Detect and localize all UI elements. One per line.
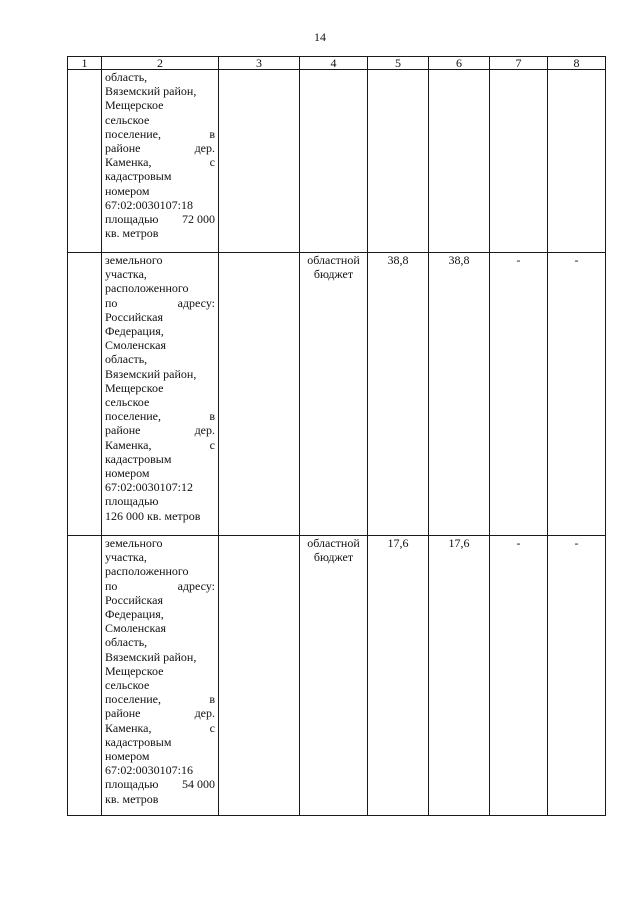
description-line: сельское: [105, 395, 150, 410]
description-word: дер.: [194, 141, 215, 156]
description-line: Мещерское: [105, 98, 164, 113]
col-header-8: 8: [548, 57, 606, 70]
description-line: кадастровым: [105, 734, 172, 749]
description-line: [105, 155, 215, 169]
description-line: Федерация,: [105, 607, 164, 622]
col-header-5: 5: [368, 57, 429, 70]
description-word: с: [209, 437, 215, 452]
description-line: 126 000 кв. метров: [105, 508, 201, 523]
description-line: сельское: [105, 112, 150, 127]
description-word: дер.: [194, 706, 215, 721]
description-line: Мещерское: [105, 663, 164, 678]
value-cell-5: 17,6: [368, 536, 429, 816]
description-line: расположенного: [105, 564, 189, 579]
description-word: площадью: [105, 212, 159, 227]
description-word: по: [105, 578, 118, 593]
description-line: Вяземский район,: [105, 649, 197, 664]
description-line: область,: [105, 635, 148, 650]
table-row: [68, 70, 606, 253]
description-word: поселение,: [105, 692, 162, 707]
description-line: Мещерское: [105, 380, 164, 395]
col-header-7: 7: [490, 57, 548, 70]
col-header-4: 4: [300, 57, 368, 70]
description-line: [105, 777, 215, 791]
description-cell: [102, 253, 219, 536]
description-word: Каменка,: [105, 155, 152, 170]
col-header-1: 1: [68, 57, 102, 70]
description-line: Федерация,: [105, 324, 164, 339]
description-line: Российская: [105, 309, 163, 324]
description-line: номером: [105, 466, 150, 481]
description-word: поселение,: [105, 126, 162, 141]
budget-table: [67, 56, 606, 816]
empty-cell: [219, 70, 300, 253]
value-cell-8: [548, 70, 606, 253]
description-line: [105, 423, 215, 437]
funding-source-cell: областной бюджет: [300, 253, 368, 536]
row-number-cell: [68, 253, 102, 536]
value-cell-7: -: [490, 253, 548, 536]
description-line: кадастровым: [105, 169, 172, 184]
description-word: с: [209, 720, 215, 735]
value-cell-6: 17,6: [429, 536, 490, 816]
description-line: [105, 127, 215, 141]
description-word: 72 000: [182, 212, 215, 227]
table-row: [68, 536, 606, 816]
description-cell: [102, 70, 219, 253]
value-cell-8: -: [548, 253, 606, 536]
value-cell-7: [490, 70, 548, 253]
value-cell-5: 38,8: [368, 253, 429, 536]
value-cell-7: -: [490, 536, 548, 816]
description-line: [105, 579, 215, 593]
col-header-6: 6: [429, 57, 490, 70]
value-cell-5: [368, 70, 429, 253]
page-number: 14: [314, 30, 326, 44]
description-line: [105, 409, 215, 423]
description-line: [105, 212, 215, 226]
description-word: Каменка,: [105, 720, 152, 735]
row-number-cell: [68, 70, 102, 253]
description-word: в: [209, 126, 215, 141]
description-word: адресу:: [177, 295, 215, 310]
description-line: участка,: [105, 267, 147, 282]
funding-source-cell: [300, 70, 368, 253]
value-cell-8: -: [548, 536, 606, 816]
col-header-2: 2: [102, 57, 219, 70]
empty-cell: [219, 253, 300, 536]
description-word: 54 000: [182, 777, 215, 792]
description-word: в: [209, 692, 215, 707]
description-line: земельного: [105, 536, 163, 550]
description-word: поселение,: [105, 409, 162, 424]
row-number-cell: [68, 536, 102, 816]
description-cell: [102, 536, 219, 816]
description-line: 67:02:0030107:16: [105, 763, 194, 778]
empty-cell: [219, 536, 300, 816]
description-word: в: [209, 409, 215, 424]
description-line: Вяземский район,: [105, 84, 197, 99]
description-word: с: [209, 155, 215, 170]
description-line: площадью: [105, 494, 159, 509]
description-word: районе: [105, 141, 141, 156]
description-line: участка,: [105, 550, 147, 565]
description-word: районе: [105, 706, 141, 721]
description-line: Смоленская: [105, 338, 166, 353]
description-word: дер.: [194, 423, 215, 438]
description-line: кв. метров: [105, 226, 159, 241]
description-line: номером: [105, 183, 150, 198]
description-line: [105, 296, 215, 310]
description-line: Российская: [105, 592, 163, 607]
description-word: по: [105, 295, 118, 310]
col-header-3: 3: [219, 57, 300, 70]
description-line: расположенного: [105, 281, 189, 296]
description-line: кадастровым: [105, 451, 172, 466]
description-line: [105, 692, 215, 706]
description-line: кв. метров: [105, 791, 159, 806]
value-cell-6: [429, 70, 490, 253]
description-line: область,: [105, 352, 148, 367]
description-line: номером: [105, 749, 150, 764]
description-line: [105, 706, 215, 720]
description-line: область,: [105, 70, 148, 84]
funding-source-cell: областной бюджет: [300, 536, 368, 816]
description-word: Каменка,: [105, 437, 152, 452]
description-line: земельного: [105, 253, 163, 267]
description-line: Вяземский район,: [105, 366, 197, 381]
description-line: Смоленская: [105, 621, 166, 636]
description-line: 67:02:0030107:18: [105, 197, 194, 212]
description-word: адресу:: [177, 578, 215, 593]
description-word: районе: [105, 423, 141, 438]
description-line: [105, 438, 215, 452]
description-line: [105, 141, 215, 155]
description-line: сельское: [105, 678, 150, 693]
value-cell-6: 38,8: [429, 253, 490, 536]
header-row: [68, 57, 606, 70]
description-line: [105, 721, 215, 735]
description-word: площадью: [105, 777, 159, 792]
table-row: [68, 253, 606, 536]
description-line: 67:02:0030107:12: [105, 480, 194, 495]
